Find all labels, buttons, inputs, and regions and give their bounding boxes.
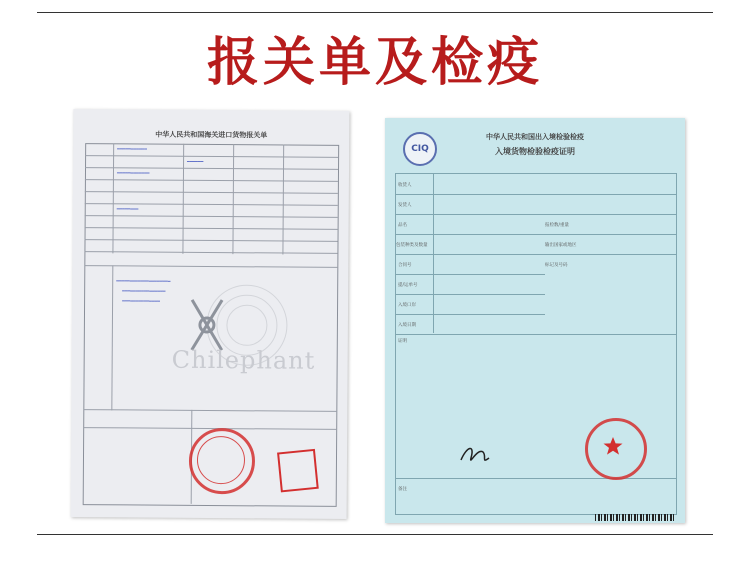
cert-field-6: 合同号 (398, 263, 412, 268)
cert-title: 入境货物检验检疫证明 (495, 147, 575, 156)
cert-field-9: 入境口岸 (398, 303, 416, 308)
customs-declaration-image: 中华人民共和国海关进口货物报关单 ━━━━━━━━━━━ ━━━━━━ ━━━━━━━━━━━━ ━━━━━━━━ ━━━━━━━━━━━━━━━━━━━━ ━━━━━━━━━━━━━━━━ ━━━━━━━━━━━━━━ Chilephant (71, 109, 350, 519)
cert-field-7: 标记及号码 (545, 263, 568, 268)
cert-field-2: 品名 (398, 223, 407, 228)
ciq-logo: CIQ (403, 132, 437, 166)
cert-field-5: 输出国家或地区 (545, 243, 577, 248)
cert-note-label: 备注 (398, 487, 407, 492)
cert-field-10: 入境日期 (398, 323, 416, 328)
cert-field-1: 发货人 (398, 203, 412, 208)
cert-field-8: 提/运单号 (398, 283, 418, 288)
cert-field-4: 包装种类及数量 (396, 243, 428, 248)
page-title: 报关单及检疫 (206, 33, 543, 93)
quarantine-certificate-image (385, 118, 685, 523)
bottom-divider (37, 534, 713, 535)
handwritten-signature (457, 438, 497, 472)
top-divider (37, 12, 713, 13)
customs-square-stamp (277, 449, 319, 493)
customs-form-title: 中华人民共和国海关进口货物报关单 (155, 130, 268, 140)
cert-section-label: 证明 (398, 339, 407, 344)
cert-barcode (595, 514, 675, 521)
star-icon (603, 436, 623, 456)
cert-field-0: 收货人 (398, 183, 412, 188)
watermark-text: Chilephant (171, 345, 316, 375)
cert-org-line: 中华人民共和国出入境检验检疫 (486, 133, 584, 141)
cert-field-3: 报检数/重量 (545, 223, 570, 228)
